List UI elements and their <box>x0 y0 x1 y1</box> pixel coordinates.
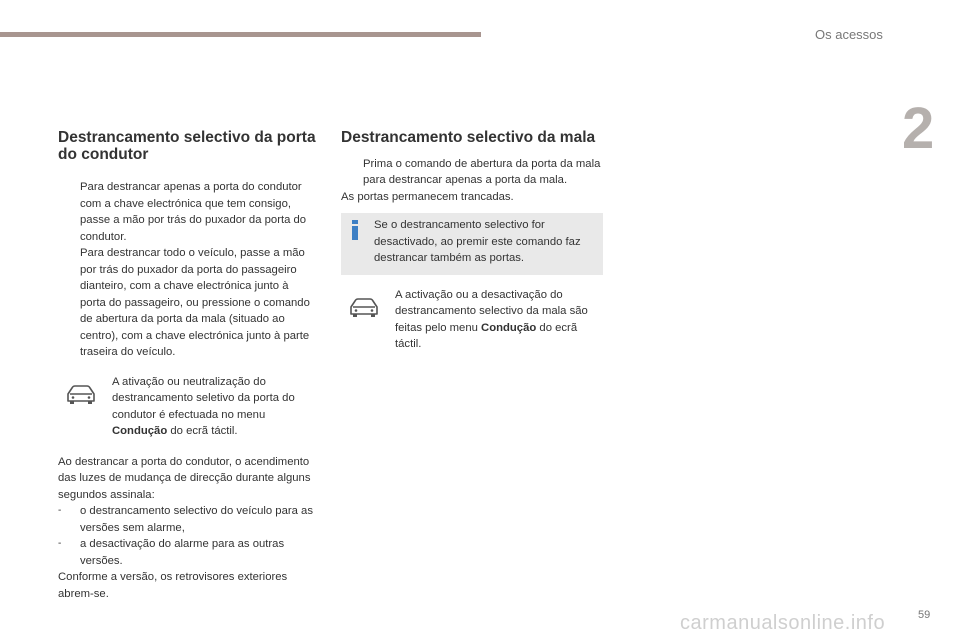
right-column <box>341 130 603 353</box>
section-title: Os acessos <box>815 27 883 42</box>
car-icon <box>66 384 96 404</box>
top-accent-bar <box>0 32 481 37</box>
car-icon <box>349 297 379 317</box>
left-bullet-1 <box>58 179 316 245</box>
page-number: 59 <box>918 609 931 621</box>
left-column <box>58 130 316 602</box>
info-box <box>341 213 603 275</box>
left-body-line: Conforme a versão, os retrovisores exteriores abrem-se. <box>58 571 288 600</box>
bullet-text: Prima o comando de abertura da porta da mala para destrancar apenas a porta da mala. <box>363 157 601 186</box>
chapter-number: 2 <box>902 96 935 161</box>
left-bullet-2 <box>58 245 316 361</box>
info-text: Se o destrancamento selectivo for desactivado, ao premir este comando faz destrancar também as portas. <box>374 219 581 264</box>
car-note-text: A activação ou a desactivação do destrancamento selectivo da mala são feitas pelo menu Condução do ecrã táctil. <box>395 288 588 350</box>
right-after-text: As portas permanecem trancadas. <box>341 190 514 203</box>
right-car-note <box>341 287 603 353</box>
left-dash-item-1: - o destrancamento selectivo do veículo para as versões sem alarme, <box>58 505 313 534</box>
left-heading: Destrancamento selectivo da porta do condutor <box>58 129 316 163</box>
left-car-note <box>58 374 316 440</box>
bullet-text: Para destrancar apenas a porta do condutor com a chave electrónica que tem consigo, passe a mão por trás do puxador da porta do condutor. <box>80 181 307 243</box>
info-icon <box>351 220 359 240</box>
car-note-text: A ativação ou neutralização do destrancamento seletivo da porta do condutor é efectuada no menu Condução do ecrã táctil. <box>112 375 295 437</box>
left-body-line: Ao destrancar a porta do condutor, o acendimento das luzes de mudança de direcção durante alguns segundos assinala: <box>58 455 311 501</box>
left-dash-item-2: - a desactivação do alarme para as outras versões. <box>58 538 285 567</box>
right-heading: Destrancamento selectivo da mala <box>341 129 596 146</box>
watermark: carmanualsonline.info <box>680 612 886 634</box>
right-bullet-1 <box>341 156 603 189</box>
bullet-text: Para destrancar todo o veículo, passe a mão por trás do puxador da porta do passageiro dianteiro, com a chave electrónica junto à porta do passageiro, ou pressione o comando de abertura da porta da mala (situado ao centro), com a chave electrónica junto à parte traseira do veículo. <box>80 247 310 358</box>
